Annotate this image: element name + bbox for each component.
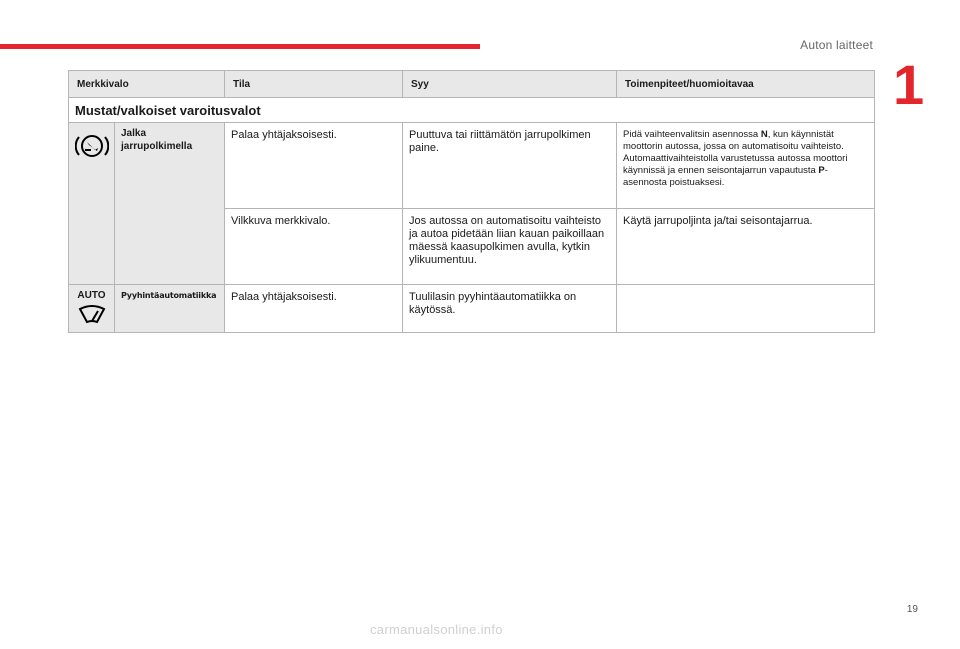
gear-n-label: N bbox=[760, 129, 768, 140]
icon-cell bbox=[69, 123, 115, 285]
column-header-syy: Syy bbox=[403, 71, 617, 98]
tila-cell: Palaa yhtäjaksoisesti. bbox=[225, 285, 403, 333]
syy-cell: Puuttuva tai riittämätön jarrupolkimen paine. bbox=[403, 123, 617, 209]
icon-cell bbox=[69, 285, 115, 333]
table-row bbox=[69, 123, 875, 209]
section-heading: Mustat/valkoiset varoitusvalot bbox=[69, 98, 875, 123]
tila-cell: Vilkkuva merkkivalo. bbox=[225, 209, 403, 285]
syy-cell: Jos autossa on automatisoitu vaihteisto ja autoa pidetään liian kauan paikoillaan mäessä kaasupolkimen avulla, kytkin ylikuumentuu. bbox=[403, 209, 617, 285]
syy-cell: Tuulilasin pyyhintäautomatiikka on käytössä. bbox=[403, 285, 617, 333]
section-title: Auton laitteet bbox=[800, 38, 873, 52]
watermark: carmanualsonline.info bbox=[370, 622, 503, 637]
chapter-number: 1 bbox=[893, 53, 925, 116]
page-number: 19 bbox=[906, 604, 918, 615]
toimenpiteet-cell bbox=[617, 285, 875, 333]
gear-p-label: P bbox=[818, 165, 825, 176]
section-heading-row bbox=[69, 98, 875, 123]
auto-label: AUTO bbox=[77, 290, 106, 301]
table-header-row bbox=[69, 71, 875, 98]
warning-name: Pyyhintäautomatiikka bbox=[121, 291, 217, 300]
warning-lights-table bbox=[68, 70, 875, 333]
auto-wiper-icon bbox=[77, 303, 107, 325]
warning-name: Jalka jarrupolkimella bbox=[115, 123, 225, 285]
table-row bbox=[69, 285, 875, 333]
header-accent-bar bbox=[0, 44, 480, 49]
toimenpiteet-cell: Käytä jarrupoljinta ja/tai seisontajarrua. bbox=[617, 209, 875, 285]
column-header-tila: Tila bbox=[225, 71, 403, 98]
column-header-merkkivalo: Merkkivalo bbox=[69, 71, 225, 98]
action-text: -asennosta poistuaksesi. bbox=[623, 165, 828, 188]
action-text: Pidä vaihteenvalitsin asennossa bbox=[623, 129, 761, 140]
toimenpiteet-cell bbox=[617, 123, 875, 209]
action-text: , kun käynnistät moottorin autossa, jossa on automatisoitu vaihteisto. Automaattivaihteistolla varustetussa autossa moottori käynnissä ja ennen seisontajarrun vapautusta bbox=[623, 129, 848, 176]
column-header-toimenpiteet: Toimenpiteet/huomioitavaa bbox=[617, 71, 875, 98]
tila-cell: Palaa yhtäjaksoisesti. bbox=[225, 123, 403, 209]
brake-pedal-foot-icon bbox=[75, 131, 109, 161]
